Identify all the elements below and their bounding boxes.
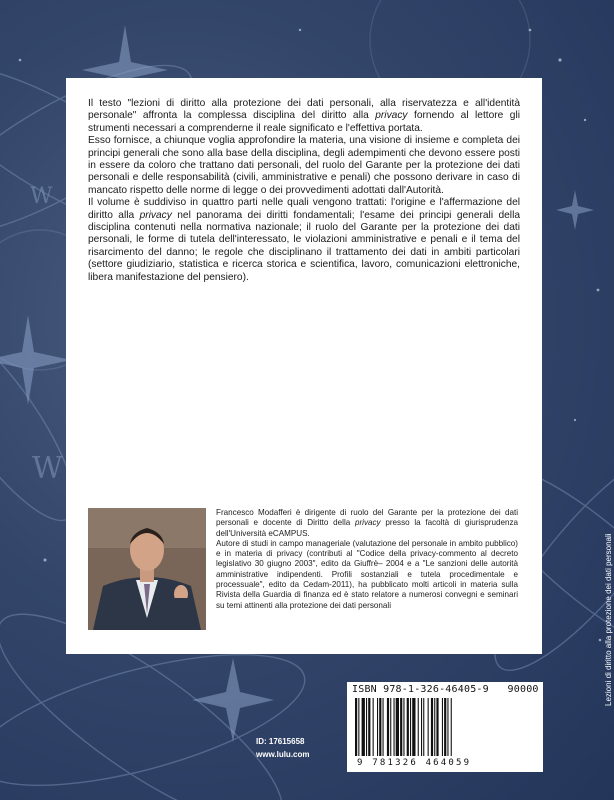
barcode-bar [407, 698, 409, 756]
bio-paragraph-text: presso la facoltà di giurisprudenza dell'Università eCAMPUS. [216, 518, 518, 538]
barcode-bar [358, 698, 359, 756]
barcode-bar [387, 698, 389, 756]
barcode-bar [377, 698, 378, 756]
barcode-bar [379, 698, 381, 756]
price-code: 90000 [507, 684, 539, 695]
barcode-bar [447, 698, 448, 756]
barcode-bar [423, 698, 424, 756]
bio-paragraph-text: Autore di studi in campo manageriale (valutazione del personale in ambito pubblico) e in materia di privacy (contributi al "Codice della privacy-commento al decreto legislativo 30 giugno 2003", edito da Giuffrè– 2004 e a "Le sanzioni delle autorità amministrative indipendenti. Profili sostanziali e tutela procedimentale e processuale", edito da Cedam-2011), ha pubblicato molti articoli in materia sulla Rivista della Guardia di finanza ed è stato relatore a numerosi convegni e seminari su temi attinenti alla protezione dei dati personali [216, 538, 518, 610]
compass-rose-icon [192, 658, 274, 742]
description-paragraph [88, 98, 520, 135]
star-icon [529, 29, 532, 32]
barcode-bar [383, 698, 384, 756]
bio-paragraph [216, 539, 518, 611]
barcode-bar [410, 698, 411, 756]
barcode-bar [403, 698, 404, 756]
star-icon [574, 419, 576, 421]
star-icon [584, 119, 586, 121]
barcode-bar [451, 698, 452, 756]
compass-letter-w-small: W [30, 184, 53, 209]
author-bio [216, 508, 518, 611]
book-description [88, 98, 520, 284]
barcode-bar [355, 698, 357, 756]
description-paragraph-text: privacy [375, 110, 408, 122]
description-paragraph-text: Il testo "lezioni di diritto alla protezione dei dati personali, alla riservatezza e all'identità personale" affronta la complessa disciplina del diritto alla [88, 98, 520, 122]
text-panel [66, 78, 542, 654]
barcode-bar [400, 698, 402, 756]
spine-title: Lezioni di diritto alla protezione dei dati personali [604, 533, 613, 706]
star-icon [599, 639, 602, 642]
description-paragraph [88, 197, 520, 284]
author-photo [88, 508, 206, 630]
barcode-bar [434, 698, 435, 756]
lulu-url: www.lulu.com [256, 750, 310, 759]
compass-rose-icon [0, 315, 71, 405]
bio-paragraph-text: privacy [354, 518, 381, 528]
barcode-digits: 9 781326 464059 [357, 758, 472, 768]
description-paragraph-text: nel panorama dei diritti fondamentali; l'esame dei principi generali della disciplina contenuti nella normativa nazionale; il ruolo del Garante per la protezione dei dati personali, le forme di tutela dell'interessato, le violazioni amministrative e penali e il tema del risarcimento del danno; le regole che disciplinano il trattamento dei dati in ambiti particolari (settore giudiziario, statistica e ricerca storica e scientifica, lavoro, comunicazioni elettroniche, libera manifestazione del pensiero). [88, 209, 521, 283]
description-paragraph [88, 135, 520, 197]
barcode-bar [366, 698, 367, 756]
barcode-bar [368, 698, 370, 756]
compass-rose-icon [556, 190, 594, 230]
barcode-bar [431, 698, 433, 756]
bio-paragraph-text: Francesco Modafferi è dirigente di ruolo del Garante per la protezione dei dati personali e docente di Diritto della [216, 508, 518, 528]
star-icon [558, 58, 561, 61]
star-icon [299, 29, 301, 31]
barcode-bar [362, 698, 365, 756]
isbn-label: ISBN 978-1-326-46405-9 90000 [352, 684, 539, 695]
isbn-barcode [347, 682, 543, 772]
description-paragraph-text: Il volume è suddiviso in quattro parti nelle quali vengono trattati: l'origine e l'affermazione del diritto alla [88, 197, 520, 221]
description-paragraph-text: Esso fornisce, a chiunque voglia approfondire la materia, una visione di insieme e completa dei principi generali che sono alla base della disciplina, degli adempimenti che devono essere posti in essere da coloro che trattano dati personali, del ruolo del Garante per la protezione dei dati personali e delle responsabilità (civili, amministrative e penali) che possono derivare in caso di mancato rispetto delle norme di legge o dei provvedimenti adottati dall'Autorità. [88, 135, 520, 196]
barcode-bar [390, 698, 391, 756]
compass-letter-w: W [32, 451, 63, 486]
barcode-bar [428, 698, 429, 756]
barcode-bar [418, 698, 419, 756]
star-icon [44, 559, 47, 562]
barcode-bar [373, 698, 374, 756]
barcode-bar [421, 698, 422, 756]
barcode-bars [355, 698, 535, 758]
barcode-bar [444, 698, 446, 756]
bio-paragraph [216, 508, 518, 539]
description-paragraph-text: fornendo al lettore gli strumenti necessari a comprenderne il reale significato e l'effettiva portata. [88, 110, 520, 134]
lulu-id: ID: 17615658 [256, 737, 305, 746]
barcode-bar [436, 698, 438, 756]
star-icon [19, 59, 22, 62]
star-icon [597, 289, 600, 292]
barcode-bar [396, 698, 399, 756]
barcode-bar [412, 698, 415, 756]
description-paragraph-text: privacy [139, 209, 172, 221]
barcode-bar [394, 698, 395, 756]
barcode-bar [442, 698, 443, 756]
